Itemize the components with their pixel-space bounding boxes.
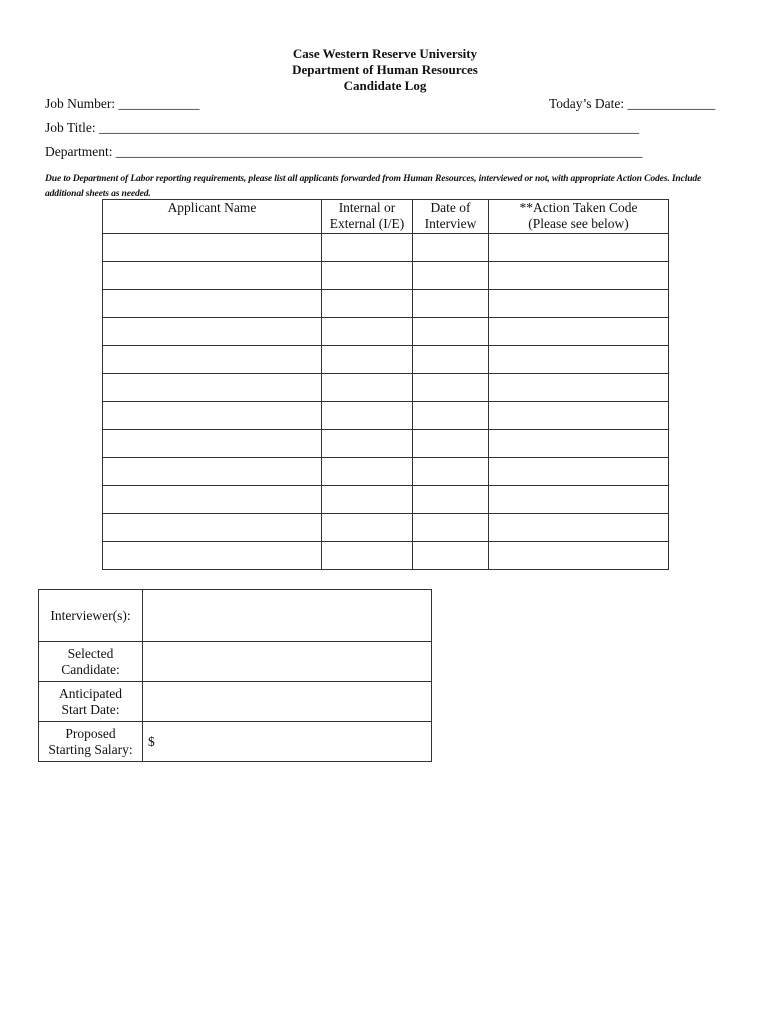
internal-external-cell[interactable] — [322, 514, 413, 542]
action-code-cell[interactable] — [489, 318, 669, 346]
job-title-field[interactable]: Job Title: ________________________________________________________________________________ — [45, 120, 640, 135]
interview-date-cell[interactable] — [413, 542, 489, 570]
action-code-cell[interactable] — [489, 458, 669, 486]
candidate-log-table — [102, 199, 669, 570]
table-header-row — [103, 200, 669, 234]
applicant-name-cell[interactable] — [103, 318, 322, 346]
department-field[interactable]: Department: ______________________________________________________________________________ — [45, 144, 643, 159]
action-code-cell[interactable] — [489, 262, 669, 290]
table-row — [103, 290, 669, 318]
internal-external-cell[interactable] — [322, 486, 413, 514]
interview-date-cell[interactable] — [413, 430, 489, 458]
internal-external-cell[interactable] — [322, 262, 413, 290]
applicant-name-cell[interactable] — [103, 402, 322, 430]
internal-external-cell[interactable] — [322, 290, 413, 318]
applicant-name-cell[interactable] — [103, 458, 322, 486]
action-code-cell[interactable] — [489, 402, 669, 430]
form-header — [0, 46, 770, 94]
selected-candidate-label: Selected Candidate: — [39, 642, 143, 682]
department-name: Department of Human Resources — [292, 62, 478, 77]
internal-external-cell[interactable] — [322, 402, 413, 430]
reporting-note: Due to Department of Labor reporting requirements, please list all applicants forwarded from Human Resources, interviewed or not, with appropriate Action Codes. Include additional sheets as needed. — [45, 173, 702, 199]
action-code-cell[interactable] — [489, 290, 669, 318]
table-row — [103, 318, 669, 346]
applicant-name-cell[interactable] — [103, 542, 322, 570]
interviewers-row — [39, 590, 432, 642]
action-code-cell[interactable] — [489, 346, 669, 374]
action-code-cell[interactable] — [489, 514, 669, 542]
action-code-cell[interactable] — [489, 430, 669, 458]
internal-external-cell[interactable] — [322, 318, 413, 346]
selected-candidate-input[interactable] — [143, 642, 432, 682]
table-row — [103, 374, 669, 402]
interview-date-cell[interactable] — [413, 514, 489, 542]
table-row — [103, 402, 669, 430]
interview-date-cell[interactable] — [413, 458, 489, 486]
applicant-name-cell[interactable] — [103, 514, 322, 542]
column-header-interview-date: Date of Interview — [413, 200, 489, 234]
table-row — [103, 430, 669, 458]
applicant-name-cell[interactable] — [103, 290, 322, 318]
column-header-action-code: **Action Taken Code (Please see below) — [489, 200, 669, 234]
internal-external-cell[interactable] — [322, 234, 413, 262]
applicant-name-cell[interactable] — [103, 430, 322, 458]
table-row — [103, 234, 669, 262]
start-date-input[interactable] — [143, 682, 432, 722]
interview-date-cell[interactable] — [413, 374, 489, 402]
interviewers-label: Interviewer(s): — [39, 590, 143, 642]
applicant-name-cell[interactable] — [103, 234, 322, 262]
action-code-cell[interactable] — [489, 486, 669, 514]
table-row — [103, 486, 669, 514]
internal-external-cell[interactable] — [322, 346, 413, 374]
university-name: Case Western Reserve University — [292, 46, 478, 61]
interview-date-cell[interactable] — [413, 486, 489, 514]
internal-external-cell[interactable] — [322, 430, 413, 458]
internal-external-cell[interactable] — [322, 374, 413, 402]
starting-salary-label: Proposed Starting Salary: — [39, 722, 143, 762]
table-row — [103, 542, 669, 570]
applicant-name-cell[interactable] — [103, 346, 322, 374]
starting-salary-input[interactable]: $ — [143, 722, 432, 762]
internal-external-cell[interactable] — [322, 542, 413, 570]
start-date-label: Anticipated Start Date: — [39, 682, 143, 722]
job-number-field[interactable]: Job Number: ____________ — [45, 96, 200, 111]
column-header-applicant-name: Applicant Name — [103, 200, 322, 234]
table-row — [103, 346, 669, 374]
form-title: Candidate Log — [343, 78, 427, 93]
action-code-cell[interactable] — [489, 234, 669, 262]
table-row — [103, 514, 669, 542]
selected-candidate-row — [39, 642, 432, 682]
interview-date-cell[interactable] — [413, 290, 489, 318]
table-row — [103, 262, 669, 290]
interview-date-cell[interactable] — [413, 234, 489, 262]
interview-date-cell[interactable] — [413, 346, 489, 374]
applicant-name-cell[interactable] — [103, 486, 322, 514]
starting-salary-row — [39, 722, 432, 762]
internal-external-cell[interactable] — [322, 458, 413, 486]
interview-date-cell[interactable] — [413, 402, 489, 430]
applicant-name-cell[interactable] — [103, 374, 322, 402]
action-code-cell[interactable] — [489, 542, 669, 570]
interview-date-cell[interactable] — [413, 262, 489, 290]
column-header-internal-external: Internal or External (I/E) — [322, 200, 413, 234]
interview-date-cell[interactable] — [413, 318, 489, 346]
hiring-info-table — [38, 589, 432, 762]
action-code-cell[interactable] — [489, 374, 669, 402]
candidate-log-rows — [103, 234, 669, 570]
todays-date-field[interactable]: Today’s Date: _____________ — [549, 96, 716, 111]
interviewers-input[interactable] — [143, 590, 432, 642]
start-date-row — [39, 682, 432, 722]
table-row — [103, 458, 669, 486]
applicant-name-cell[interactable] — [103, 262, 322, 290]
